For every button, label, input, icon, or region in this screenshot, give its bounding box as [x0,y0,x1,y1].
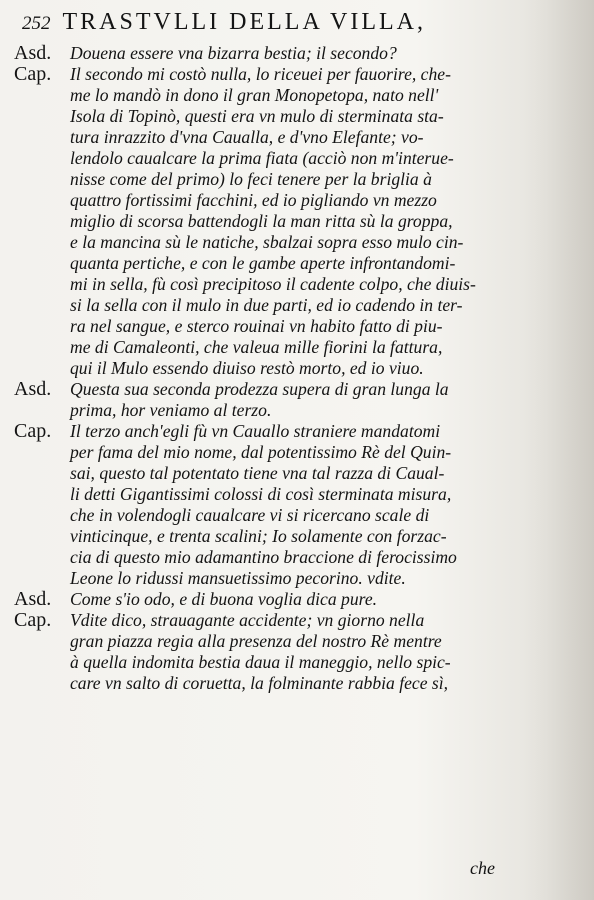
text-line: Il secondo mi costò nulla, lo riceuei per fauorire, che- [70,64,451,84]
text-line: care vn salto di coruetta, la folminante rabbia fece sì, [70,673,449,693]
speech-block [14,379,534,421]
text-line: me di Camaleonti, che valeua mille fiorini la fattura, [70,337,443,357]
text-line: quattro fortissimi facchini, ed io pigliando vn mezzo [70,190,437,210]
text-line: à quella indomita bestia daua il maneggio, nello spic- [70,652,451,672]
speaker-label: Cap. [14,609,52,631]
speaker-label: Asd. [14,378,52,400]
text-line: me lo mandò in dono il gran Monopetopa, nato nell' [70,85,439,105]
text-line: prima, hor veniamo al terzo. [70,400,272,420]
text-line: miglio di scorsa battendogli la man ritta sù la groppa, [70,211,453,231]
page-header [22,9,512,39]
text-line: si la sella con il mulo in due parti, ed io cadendo in ter- [70,295,463,315]
speaker-label: Cap. [14,420,52,442]
text-line: ra nel sangue, e sterco rouinai vn habito fatto di piu- [70,316,443,336]
text-line: sai, questo tal potentato tiene vna tal razza di Caual- [70,463,445,483]
text-line: Come s'io odo, e di buona voglia dica pure. [70,589,378,609]
speech-block [14,64,534,379]
speech-lines [70,43,534,64]
dialogue-text [14,43,534,694]
catchword: che [470,858,495,878]
speaker-label: Asd. [14,42,52,64]
text-line: che in volendogli caualcare vi si ricercano scale di [70,505,430,525]
text-line: e la mancina sù le natiche, sbalzai sopra esso mulo cin- [70,232,464,252]
text-line: quanta pertiche, e con le gambe aperte infrontandomi- [70,253,456,273]
speaker-label: Asd. [14,588,52,610]
text-line: Douena essere vna bizarra bestia; il secondo? [70,43,397,63]
text-line: Leone lo ridussi mansuetissimo pecorino. vdite. [70,568,406,588]
text-line: Isola di Topinò, questi era vn mulo di sterminata sta- [70,106,444,126]
speech-lines [70,421,534,589]
speech-lines [70,64,534,379]
speech-lines [70,379,534,421]
speaker-label: Cap. [14,63,52,85]
speech-block [14,43,534,64]
text-line: lendolo caualcare la prima fiata (acciò non m'interue- [70,148,454,168]
text-line: per fama del mio nome, dal potentissimo Rè del Quin- [70,442,452,462]
page-number: 252 [22,13,51,34]
speech-block [14,589,534,610]
speech-lines [70,589,534,610]
text-line: qui il Mulo essendo diuiso restò morto, ed io viuo. [70,358,424,378]
speech-block [14,421,534,589]
text-line: mi in sella, fù così precipitoso il cadente colpo, che diuis- [70,274,476,294]
running-title: TRASTVLLI DELLA VILLA, [62,9,427,35]
text-line: tura inrazzito d'vna Caualla, e d'vno Elefante; vo- [70,127,424,147]
text-line: cia di questo mio adamantino braccione di ferocissimo [70,547,457,567]
text-line: gran piazza regia alla presenza del nostro Rè mentre [70,631,442,651]
text-line: vinticinque, e trenta scalini; Io solamente con forzac- [70,526,447,546]
text-line: Il terzo anch'egli fù vn Cauallo straniere mandatomi [70,421,441,441]
page-edge-shadow [524,0,594,900]
text-line: li detti Gigantissimi colossi di così sterminata misura, [70,484,452,504]
speech-lines [70,610,534,694]
text-line: Questa sua seconda prodezza supera di gran lunga la [70,379,449,399]
text-line: Vdite dico, strauagante accidente; vn giorno nella [70,610,425,630]
speech-block [14,610,534,694]
text-line: nisse come del primo) lo feci tenere per la briglia à [70,169,432,189]
